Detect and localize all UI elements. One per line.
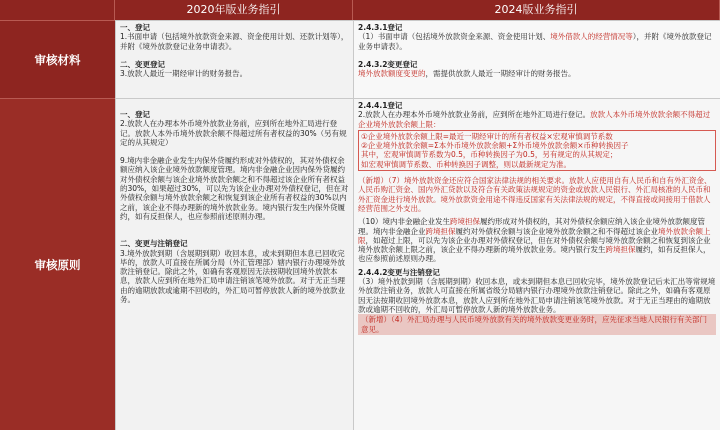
row-label-principles: 审核原则 bbox=[0, 98, 115, 430]
principles-2020-s2-title: 二、变更与注销登记 bbox=[120, 239, 188, 249]
materials-2024-s2-title: 2.4.3.2变更登记 bbox=[358, 59, 418, 69]
new-label: （新增） bbox=[358, 176, 388, 186]
formula-line-1: ①企业境外放款余额上限=最近一期经审计的所有者权益×宏观审慎调节系数 bbox=[361, 131, 613, 141]
new-label: （新增） bbox=[361, 315, 391, 325]
header-blank-cell bbox=[0, 0, 115, 20]
formula-box bbox=[358, 130, 716, 171]
principles-2024-p1: 2.放款人在办理本外币境外放款业务前，应到所在地外汇局进行登记。放款人本外币境外放款余额不得超过企业境外放款余额上限： bbox=[358, 110, 711, 129]
materials-2024-s1-title: 2.4.3.1登记 bbox=[358, 23, 403, 32]
principles-2020-s1-title: 一、登记 bbox=[120, 110, 150, 119]
principles-2024-p10: （10）境内非金融企业发生跨境担保履约形成对外债权的，其对外债权余额应纳入该企业境外放款额度管理。境内非金融企业跨境担保履约对外债权余额与该企业境外放款余额之和不得超过该企业境外放款余额上限，如超过上限，可以先为该企业办理对外债权登记，但在对外债权余额与境外放款余额之和恢复到该企业境外放款余额上限之前，该企业不得办理新的境外放款业务。境内银行发生跨境担保履约，如有反担保人，也应参照前述原则办理。 bbox=[358, 217, 711, 264]
formula-line-4: 如宏观审慎调节系数、币种转换因子调整，则以最新规定为准。 bbox=[361, 159, 571, 169]
principles-2024-p4: （新增）（4）外汇局办理与人民币境外放款有关的境外放款变更业务时，应先征求当地人民银行有关部门意见。 bbox=[358, 314, 716, 335]
materials-2024-s2-text: 境外放款额度变更的，需提供放款人最近一期经审计的财务报告。 bbox=[358, 69, 576, 79]
materials-2024-s1-text: （1）书面申请（包括境外放款资金来源、资金使用计划、境外借款人的经营情况等），并附《境外放款登记业务申请表》。 bbox=[358, 32, 712, 51]
principles-2024-s1-title: 2.4.4.1登记 bbox=[358, 101, 403, 110]
materials-2020-s2-text: 3.放款人最近一期经审计的财务报告。 bbox=[120, 69, 248, 79]
principles-2020-p3: 3.境外放款到期（含展期到期）收回本息，或未到期但本息已回收完毕的，放款人可直接在所属分局（外汇管理部）辖内银行办理境外放款注销登记。除此之外，如确有客观原因无法按期收回境外放款本息，放款人应到所在地外汇局申请注销该笔境外放款。对于无正当理由的逾期放款或逾期不回收的，外汇局可暂停放款人新的境外放款业务。 bbox=[120, 248, 345, 305]
header-2024: 2024版业务指引 bbox=[353, 0, 720, 20]
row-label-materials: 审核材料 bbox=[0, 20, 115, 98]
materials-2020-cell bbox=[115, 20, 353, 98]
header-2020: 2020年版业务指引 bbox=[115, 0, 353, 20]
formula-line-3: 其中，宏观审慎调节系数为0.5，币种转换因子为0.5，另有规定的从其规定； bbox=[361, 150, 618, 160]
principles-2024-p3: （3）境外放款到期（含展期到期）收回本息，或未到期但本息已回收完毕，境外放款登记后未汇出等常规境外放款注销业务，放款人可直接在所属省级分局辖内银行办理境外放款注销登记。除此之外，如确有客观原因无法按期收回境外放款本息，放款人应到所在地外汇局申请注销该笔境外放款。对于无正当理由的逾期放款或逾期不回收的，外汇局可暂停放款人新的境外放款业务。 bbox=[358, 277, 716, 314]
principles-2024-cell bbox=[353, 98, 720, 430]
principles-2020-p9: 9.境内非金融企业发生内保外贷履约形成对外债权的，其对外债权余额应纳入该企业境外放款额度管理。境内非金融企业因内保外贷履约对外债权余额与该企业境外放款余额之和不得超过该企业所有者权益的30%，如果超过30%，可以先为该企业办理对外债权登记，但在对外债权余额与境外放款余额之和恢复到该企业所有者权益的30%以内之前，该企业不得办理新的境外放款业务。境内银行发生内保外贷履约，如有反担保人，也应参照前述原则办理。 bbox=[120, 156, 349, 221]
principles-2024-p7: （新增）（7）境外放款资金还应符合国家法律法规的相关要求。放款人应使用自有人民币和自有外汇资金、人民币购汇资金、国内外汇贷款以及符合有关政策法规规定的资金或放款人民银行、外汇局核准的人民币和外汇资金进行境外放款。境外放款资金用途不得违反国家有关法律法规的规定，不得直接或间接用于借款人经营范围之外支出。 bbox=[358, 176, 712, 213]
principles-2024-s2-title: 2.4.4.2变更与注销登记 bbox=[358, 267, 440, 277]
materials-2020-s1-title: 一、登记 bbox=[120, 23, 150, 32]
materials-2020-s1-text: 1.书面申请（包括境外放款资金来源、资金使用计划、还款计划等），并附《境外放款登记业务申请表》。 bbox=[120, 32, 349, 51]
materials-2020-s2-title: 二、变更登记 bbox=[120, 59, 165, 69]
principles-2020-p2: 2.放款人在办理本外币境外放款业务前，应到所在地外汇局进行登记。放款人本外币境外放款余额不得超过所有者权益的30%（另有规定的从其规定） bbox=[120, 119, 347, 147]
formula-line-2: ②企业境外放款余额=Σ本外币境外放款余额+Σ外币境外放款余额×币种转换因子 bbox=[361, 141, 629, 151]
materials-2024-cell bbox=[353, 20, 720, 98]
principles-2020-cell bbox=[115, 98, 353, 430]
